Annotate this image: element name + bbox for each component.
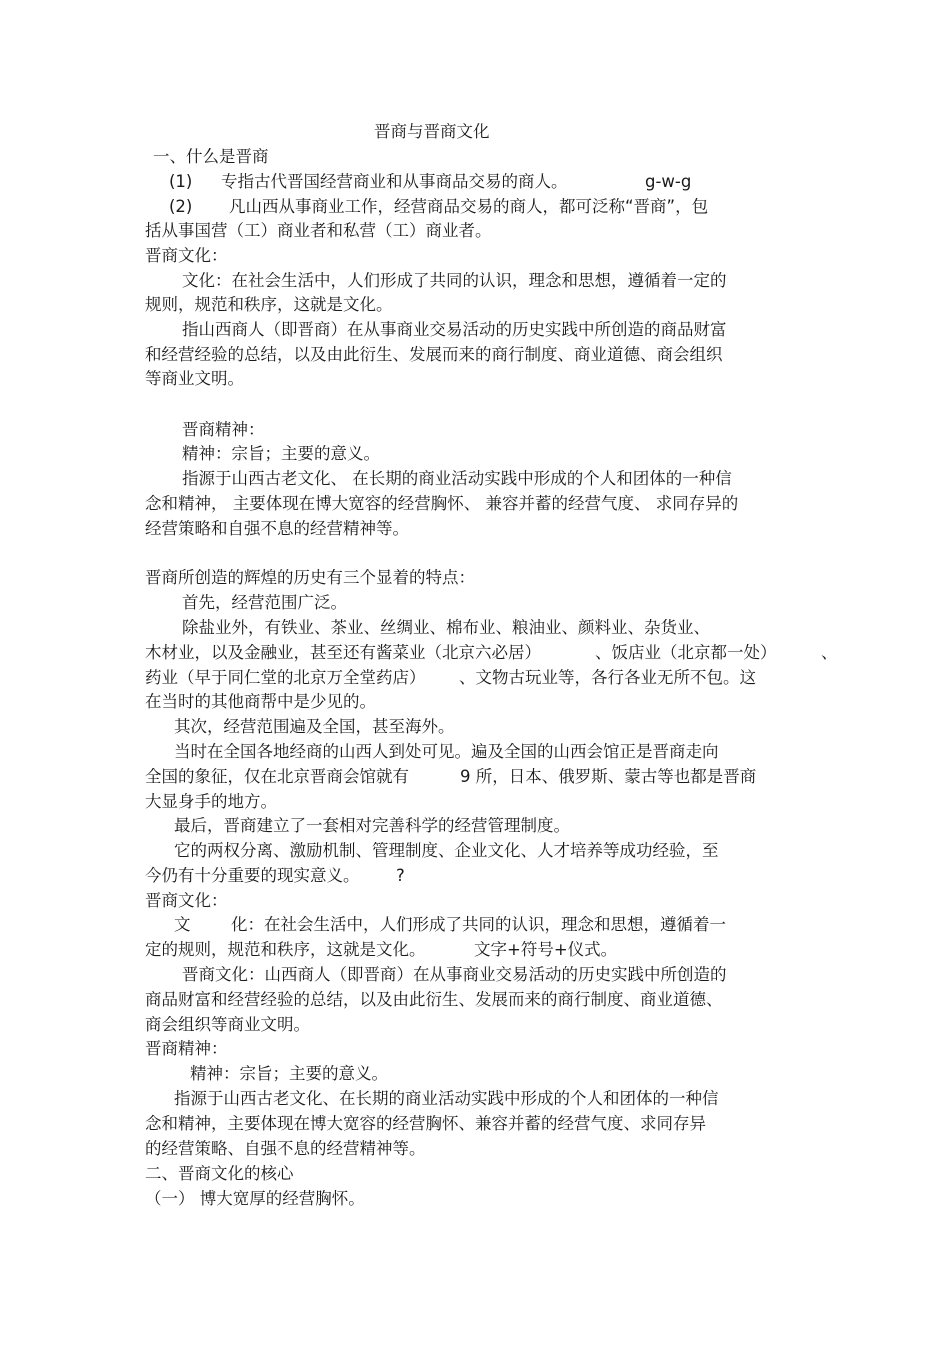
text-line: 晋商文化：山西商人（即晋商）在从事商业交易活动的历史实践中所创造的 [182,965,727,984]
text-line: 商品财富和经营经验的总结，以及由此衍生、发展而来的商行制度、商业道德、 [145,990,723,1009]
text-line: 木材业，以及金融业，甚至还有酱菜业（北京六必居） [145,643,541,662]
text-line: 的经营策略、自强不息的经营精神等。 [145,1139,426,1158]
section-heading: 晋商文化： [145,246,228,265]
text-line: 和经营经验的总结，以及由此衍生、发展而来的商行制度、商业道德、商会组织 [145,345,723,364]
text-line: 它的两权分离、激励机制、管理制度、企业文化、人才培养等成功经验，至 [174,841,719,860]
text-line: g-w-g [645,172,692,191]
text-line: 指源于山西古老文化、在长期的商业活动实践中形成的个人和团体的一种信 [174,1089,719,1108]
text-line: 大显身手的地方。 [145,792,277,811]
text-line: 精神：宗旨；主要的意义。 [190,1064,388,1083]
text-line: 首先，经营范围广泛。 [182,593,347,612]
text-line: 药业（早于同仁堂的北京万全堂药店） [145,668,426,687]
text-line: 在当时的其他商帮中是少见的。 [145,692,376,711]
text-line: 今仍有十分重要的现实意义。 [145,866,360,885]
text-line: 精神：宗旨；主要的意义。 [182,444,380,463]
list-number: (1) [169,172,193,191]
text-line: 9 所，日本、俄罗斯、蒙古等也都是晋商 [460,767,757,786]
text-line: 经营策略和自强不息的经营精神等。 [145,519,409,538]
text-line: 指源于山西古老文化、 在长期的商业活动实践中形成的个人和团体的一种信 [182,469,732,488]
section-heading: 二、晋商文化的核心 [145,1164,294,1183]
section-heading: 一、什么是晋商 [153,147,269,166]
text-line: ? [396,866,405,885]
text-line: 指山西商人（即晋商）在从事商业交易活动的历史实践中所创造的商品财富 [182,320,727,339]
text-line: 、文物古玩业等，各行各业无所不包。这 [459,668,756,687]
text-line: 定的规则，规范和秩序，这就是文化。 [145,940,426,959]
text-line: 、饭店业（北京都一处） [595,643,777,662]
list-number: (2) [169,197,193,216]
section-heading: 晋商文化： [145,891,228,910]
section-heading: （一） 博大宽厚的经营胸怀。 [145,1189,365,1208]
text-line: 念和精神，主要体现在博大宽容的经营胸怀、兼容并蓄的经营气度、求同存异 [145,1114,706,1133]
text-line: 化：在社会生活中，人们形成了共同的认识，理念和思想，遵循着一 [231,915,726,934]
text-line: 文 [174,915,191,934]
text-line: 当时在全国各地经商的山西人到处可见。遍及全国的山西会馆正是晋商走向 [174,742,719,761]
text-line: 最后，晋商建立了一套相对完善科学的经营管理制度。 [174,816,570,835]
text-line: 除盐业外，有铁业、茶业、丝绸业、棉布业、粮油业、颜料业、杂货业、 [182,618,710,637]
text-line: 规则，规范和秩序，这就是文化。 [145,295,393,314]
text-line: 、 [821,643,838,662]
text-line: 文化：在社会生活中，人们形成了共同的认识，理念和思想，遵循着一定的 [182,271,727,290]
text-line: 专指古代晋国经营商业和从事商品交易的商人。 [221,172,568,191]
text-line: 括从事国营（工）商业者和私营（工）商业者。 [145,221,492,240]
text-line: 凡山西从事商业工作，经营商品交易的商人，都可泛称“晋商”，包 [229,197,709,216]
text-line: 等商业文明。 [145,369,244,388]
text-line: 文字+符号+仪式。 [474,940,618,959]
text-line: 念和精神， 主要体现在博大宽容的经营胸怀、 兼容并蓄的经营气度、 求同存异的 [145,494,739,513]
text-line: 全国的象征，仅在北京晋商会馆就有 [145,767,409,786]
text-line: 其次，经营范围遍及全国，甚至海外。 [174,717,455,736]
text-line: 商会组织等商业文明。 [145,1015,310,1034]
section-heading: 晋商精神： [145,1039,228,1058]
section-heading: 晋商所创造的辉煌的历史有三个显着的特点： [145,568,475,587]
section-heading: 晋商精神： [182,420,265,439]
document-title: 晋商与晋商文化 [374,122,490,141]
